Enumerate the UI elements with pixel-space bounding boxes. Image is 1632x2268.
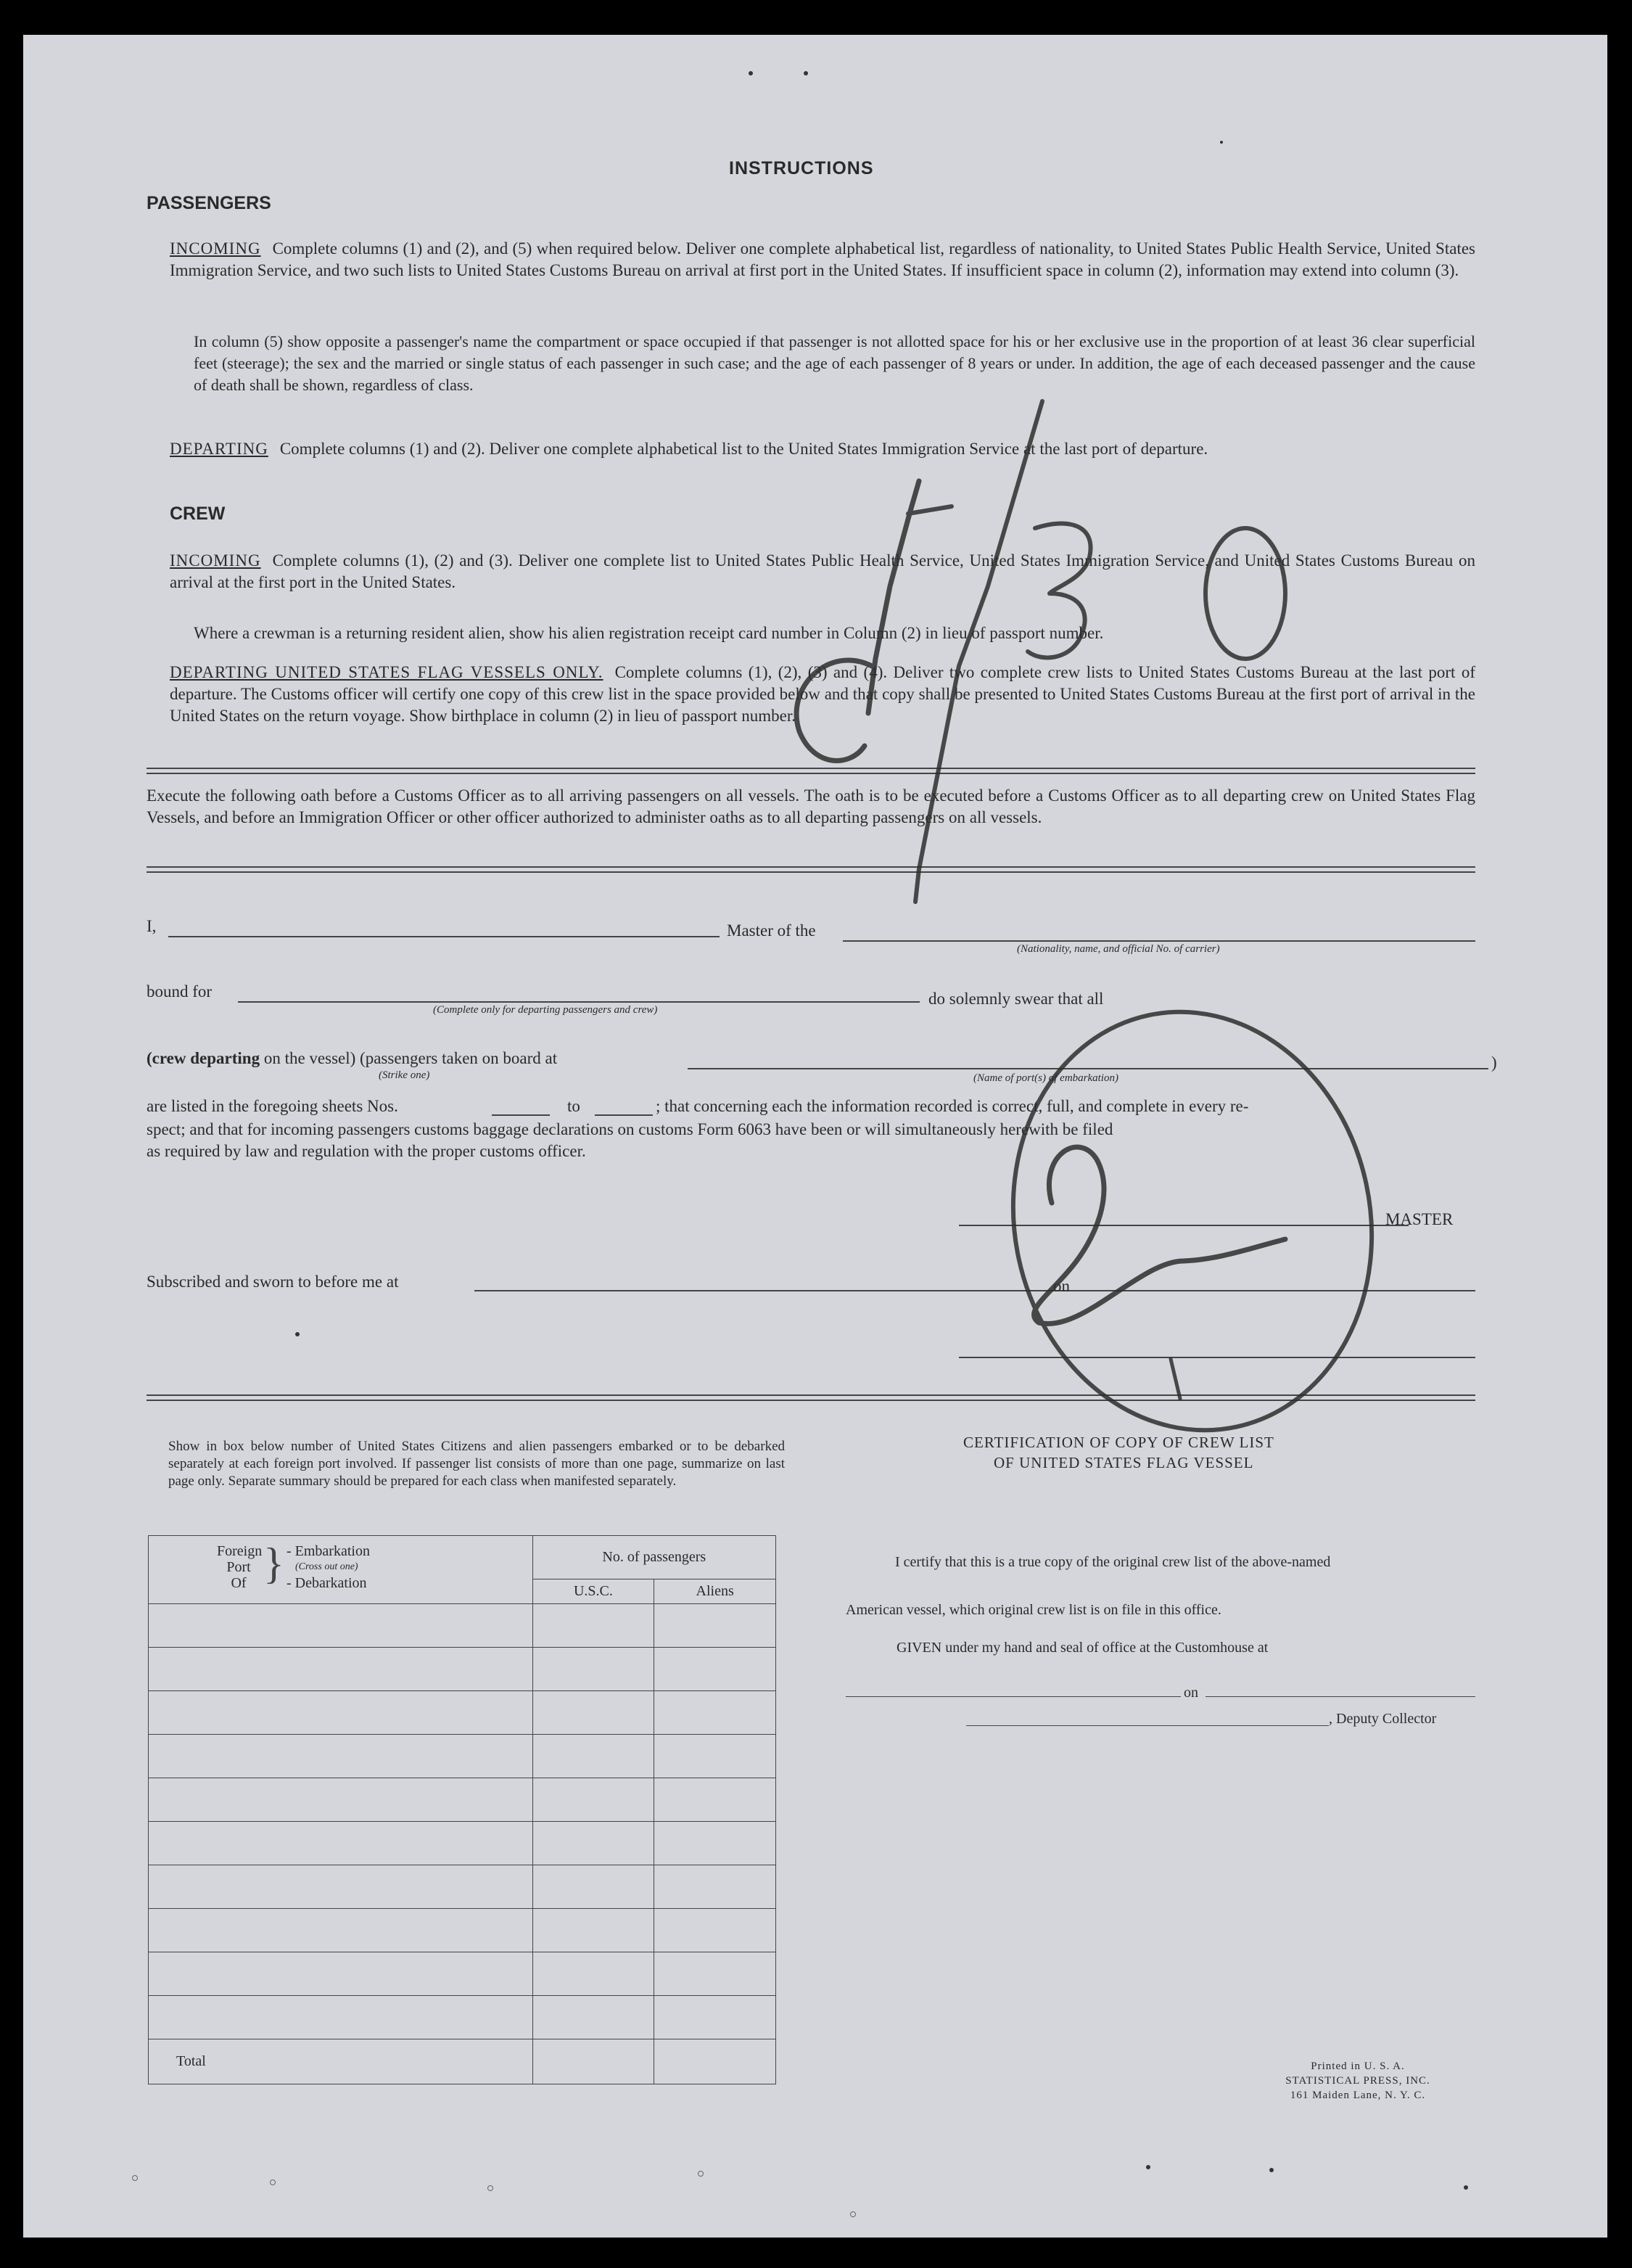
embarkation-label: - Embarkation bbox=[287, 1543, 370, 1559]
no-passengers-header: No. of passengers bbox=[532, 1536, 775, 1579]
close-paren: ) bbox=[1491, 1053, 1497, 1072]
imprint-line-3: 161 Maiden Lane, N. Y. C. bbox=[1290, 2090, 1426, 2101]
passengers-column5-paragraph: In column (5) show opposite a passenger's name the compartment or space occupied if that passenger is not allotted space for his or her exclusive use in the proportion of at least 36 clear superficial feet (steerage); the sex and the married or single status of each passenger in such case; and the age of each passenger of 8 years or under. In addition, the age of each deceased passenger and the cause of death shall be shown, regardless of class. bbox=[194, 332, 1475, 394]
master-of-the-label: Master of the bbox=[727, 921, 816, 940]
handwritten-5-stroke bbox=[908, 506, 952, 514]
handwritten-0 bbox=[1206, 528, 1285, 659]
crew-incoming-text: Complete columns (1), (2) and (3). Deliver one complete list to United States Public Health Service, United States Immigration Service, and United States Customs Bureau on arrival at the first port in the United States. bbox=[170, 551, 1475, 591]
handwriting-overlay bbox=[23, 35, 1607, 2238]
sheets-text-1: are listed in the foregoing sheets Nos. bbox=[147, 1097, 398, 1115]
sheets-text-4: as required by law and regulation with the proper customs officer. bbox=[147, 1142, 586, 1160]
crew-heading: CREW bbox=[170, 504, 226, 524]
on-the-vessel-text: on the vessel) bbox=[263, 1049, 356, 1067]
passengers-heading: PASSENGERS bbox=[147, 193, 271, 213]
sheets-to: to bbox=[567, 1097, 580, 1115]
certification-title-2: OF UNITED STATES FLAG VESSEL bbox=[994, 1454, 1254, 1471]
imprint-line-2: STATISTICAL PRESS, INC. bbox=[1285, 2075, 1430, 2087]
crew-resident-paragraph: Where a crewman is a returning resident alien, show his alien registration receipt card number in Column (2) in lieu of passport number. bbox=[194, 624, 1104, 642]
cross-out-caption: (Cross out one) bbox=[295, 1561, 358, 1572]
brace-icon: } bbox=[263, 1540, 284, 1587]
handwritten-slash bbox=[915, 401, 1042, 902]
deputy-collector-label: , Deputy Collector bbox=[1329, 1711, 1437, 1727]
ports-caption: (Name of port(s) of embarkation) bbox=[973, 1072, 1118, 1084]
given-text: GIVEN under my hand and seal of office at the Customhouse at bbox=[897, 1640, 1269, 1656]
certify-text-2: American vessel, which original crew list is on file in this office. bbox=[846, 1602, 1221, 1618]
strike-one-caption: (Strike one) bbox=[379, 1069, 430, 1081]
page-title: INSTRUCTIONS bbox=[729, 158, 874, 178]
certify-text-1: I certify that this is a true copy of the original crew list of the above-named bbox=[895, 1554, 1331, 1570]
document-page bbox=[23, 35, 1607, 2238]
carrier-caption: (Nationality, name, and official No. of carrier) bbox=[1017, 943, 1220, 955]
foreign-label: Foreign bbox=[217, 1543, 263, 1559]
crew-departing-text: (crew departing bbox=[147, 1049, 260, 1067]
sheets-text-3: spect; and that for incoming passengers customs baggage declarations on customs Form 6063 have been or will simultaneously herewith be filed bbox=[147, 1120, 1113, 1138]
debarkation-label: - Debarkation bbox=[287, 1575, 367, 1591]
crew-departing-text: Complete columns (1), (2), (3) and (4). Deliver two complete crew lists to United States Customs Bureau at the last port of departure. The Customs officer will certify one copy of this crew list in the space provided below and that copy shall be presented to United States Customs Bureau at the first port of arrival in the United States on the return voyage. Show birthplace in column (2) in lieu of passport number. bbox=[170, 663, 1475, 725]
oath-i-label: I, bbox=[147, 917, 157, 935]
handwritten-5-stroke bbox=[796, 660, 872, 760]
passengers-departing-label: DEPARTING bbox=[170, 440, 268, 458]
of-label: Of bbox=[231, 1575, 247, 1591]
total-label: Total bbox=[149, 2039, 533, 2084]
subscribed-label: Subscribed and sworn to before me at bbox=[147, 1273, 399, 1291]
handwritten-5-stroke bbox=[868, 481, 919, 713]
swear-text: do solemnly swear that all bbox=[928, 990, 1104, 1008]
passengers-departing-text: Complete columns (1) and (2). Deliver one complete alphabetical list to the United States Immigration Service at the last port of departure. bbox=[279, 440, 1208, 458]
crew-incoming-label: INCOMING bbox=[170, 551, 261, 570]
handwritten-circle bbox=[975, 978, 1410, 1463]
passengers-incoming-label: INCOMING bbox=[170, 239, 261, 258]
passengers-incoming-text: Complete columns (1) and (2), and (5) when required below. Deliver one complete alphabetical list, regardless of nationality, to United States Public Health Service, United States Immigration Service, and two such lists to United States Customs Bureau on arrival at first port in the United States. If insufficient space in column (2), information may extend into column (3). bbox=[170, 239, 1475, 279]
sheets-text-2: ; that concerning each the information recorded is correct, full, and complete in every re- bbox=[656, 1097, 1249, 1115]
aliens-header: Aliens bbox=[654, 1579, 776, 1604]
passengers-taken-text: (passengers taken on board at bbox=[360, 1049, 558, 1067]
crew-departing-label: DEPARTING UNITED STATES FLAG VESSELS ONLY. bbox=[170, 663, 603, 681]
port-label: Port bbox=[226, 1559, 251, 1575]
bound-for-caption: (Complete only for departing passengers and crew) bbox=[433, 1004, 658, 1016]
certification-title-1: CERTIFICATION OF COPY OF CREW LIST bbox=[963, 1434, 1274, 1451]
subscribed-on-label: on bbox=[1053, 1277, 1070, 1295]
master-label: MASTER bbox=[1385, 1210, 1454, 1228]
given-on-label: on bbox=[1184, 1685, 1198, 1701]
imprint-line-1: Printed in U. S. A. bbox=[1311, 2060, 1405, 2072]
summary-instructions: Show in box below number of United States Citizens and alien passengers embarked or to be debarked separately at each foreign port involved. If passenger list consists of more than one page, summarize on last page only. Separate summary should be prepared for each class when manifested separately. bbox=[168, 1439, 785, 1489]
handwritten-tick bbox=[1171, 1359, 1180, 1399]
usc-header: U.S.C. bbox=[532, 1579, 654, 1604]
bound-for-label: bound for bbox=[147, 982, 213, 1001]
handwritten-3 bbox=[1028, 523, 1091, 657]
handwritten-2 bbox=[1034, 1147, 1285, 1324]
oath-intro: Execute the following oath before a Customs Officer as to all arriving passengers on all vessels. The oath is to be executed before a Customs Officer as to all departing crew on United States Flag Vessels, and before an Immigration Officer or other officer authorized to administer oaths as to all departing passengers on all vessels. bbox=[147, 786, 1475, 826]
